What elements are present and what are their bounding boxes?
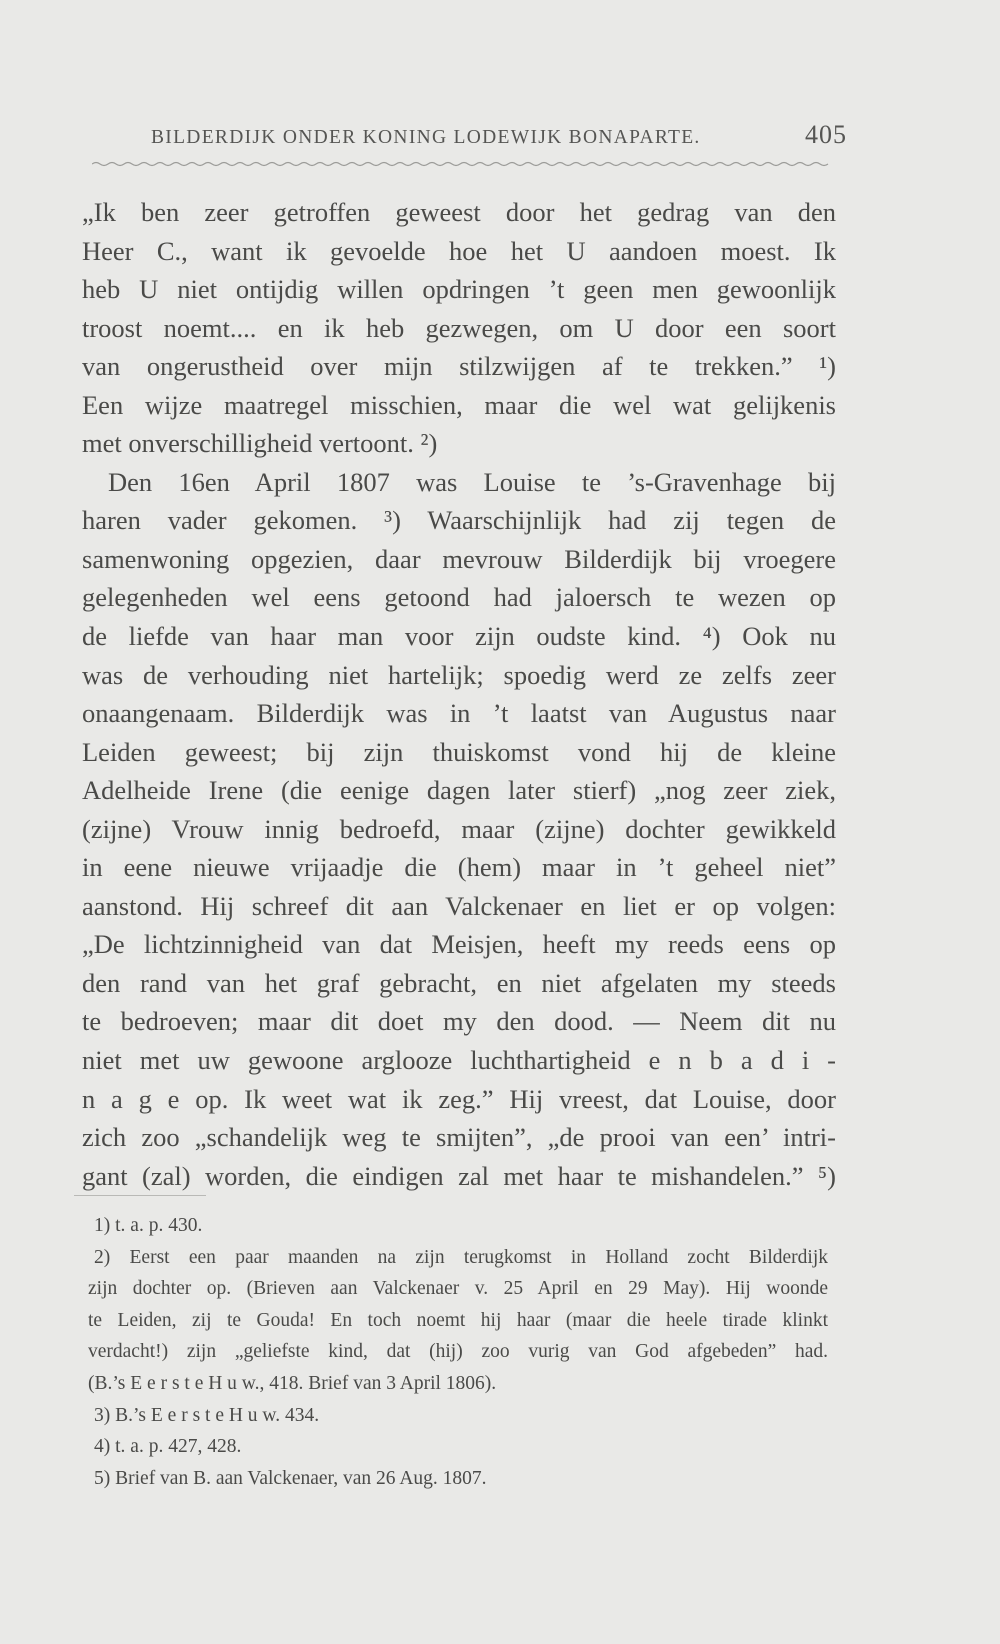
- text-line: den rand van het graf gebracht, en niet afgelaten my steeds: [82, 967, 836, 998]
- text-line: was de verhouding niet hartelijk; spoedig werd ze zelfs zeer: [82, 659, 836, 690]
- text-line: „Ik ben zeer getroffen geweest door het gedrag van den: [82, 197, 836, 227]
- text-line: haren vader gekomen. ³) Waarschijnlijk had zij tegen de: [82, 505, 836, 536]
- footnote-line: 3) B.’s E e r s t e H u w. 434.: [94, 1404, 320, 1426]
- text-line: Heer C., want ik gevoelde hoe het U aandoen moest. Ik: [82, 235, 836, 266]
- text-line: gelegenheden wel eens getoond had jaloersch te wezen op: [82, 582, 836, 613]
- text-line: „De lichtzinnigheid van dat Meisjen, heeft my reeds eens op: [82, 929, 836, 960]
- footnote-line: 1) t. a. p. 430.: [94, 1215, 203, 1236]
- text-line: Leiden geweest; bij zijn thuiskomst vond hij de kleine: [82, 736, 836, 767]
- text-line: in eene nieuwe vrijaadje die (hem) maar in ’t geheel niet”: [82, 852, 836, 883]
- text-line: heb U niet ontijdig willen opdringen ’t geen men gewoonlijk: [82, 274, 836, 305]
- footnote-line: (B.’s E e r s t e H u w., 418. Brief van 3 April 1806).: [88, 1372, 497, 1394]
- text-line: met onverschilligheid vertoont. ²): [82, 428, 438, 459]
- text-line: van ongerustheid over mijn stilzwijgen af te trekken.” ¹): [82, 351, 836, 382]
- footnote-line: verdacht!) zijn „geliefste kind, dat (hij) zoo vurig van God afgebeden” had.: [88, 1341, 828, 1363]
- header-rule: [92, 160, 832, 168]
- page-number: 405: [805, 120, 847, 149]
- footnote-line: zijn dochter op. (Brieven aan Valckenaer v. 25 April en 29 May). Hij woonde: [88, 1278, 828, 1300]
- text-line: n a g e op. Ik weet wat ik zeg.” Hij vreest, dat Louise, door: [82, 1083, 836, 1114]
- footnote-line: te Leiden, zij te Gouda! En toch noemt hij haar (maar die heele tirade klinkt: [88, 1309, 828, 1331]
- text-line: niet met uw gewoone arglooze luchthartigheid e n b a d i -: [82, 1045, 836, 1076]
- running-title: BILDERDIJK ONDER KONING LODEWIJK BONAPARTE.: [151, 127, 701, 148]
- text-line: zich zoo „schandelijk weg te smijten”, „de prooi van een’ intri-: [82, 1122, 836, 1153]
- text-line: Den 16en April 1807 was Louise te ’s-Gravenhage bij: [108, 466, 836, 497]
- footnotes: [88, 1210, 828, 1494]
- footnote-line: 4) t. a. p. 427, 428.: [94, 1436, 242, 1458]
- footnote-separator: [74, 1195, 206, 1196]
- text-line: te bedroeven; maar dit doet my den dood. — Neem dit nu: [82, 1006, 836, 1037]
- text-line: Adelheide Irene (die eenige dagen later stierf) „nog zeer ziek,: [82, 775, 836, 806]
- page-header: [151, 120, 847, 154]
- footnote-line: 2) Eerst een paar maanden na zijn terugkomst in Holland zocht Bilderdijk: [94, 1246, 828, 1268]
- text-line: (zijne) Vrouw innig bedroefd, maar (zijne) dochter gewikkeld: [82, 813, 836, 844]
- footnote-line: 5) Brief van B. aan Valckenaer, van 26 Aug. 1807.: [94, 1467, 487, 1489]
- text-line: gant (zal) worden, die eindigen zal met haar te mishandelen.” ⁵): [82, 1160, 836, 1191]
- text-line: Een wijze maatregel misschien, maar die wel wat gelijkenis: [82, 389, 836, 420]
- text-line: de liefde van haar man voor zijn oudste kind. ⁴) Ook nu: [82, 621, 836, 652]
- text-line: aanstond. Hij schreef dit aan Valckenaer en liet er op volgen:: [82, 890, 836, 921]
- text-line: samenwoning opgezien, daar mevrouw Bilderdijk bij vroegere: [82, 543, 836, 574]
- text-line: onaangenaam. Bilderdijk was in ’t laatst van Augustus naar: [82, 698, 836, 729]
- text-line: troost noemt.... en ik heb gezwegen, om U door een soort: [82, 312, 836, 343]
- main-text: [82, 193, 836, 1195]
